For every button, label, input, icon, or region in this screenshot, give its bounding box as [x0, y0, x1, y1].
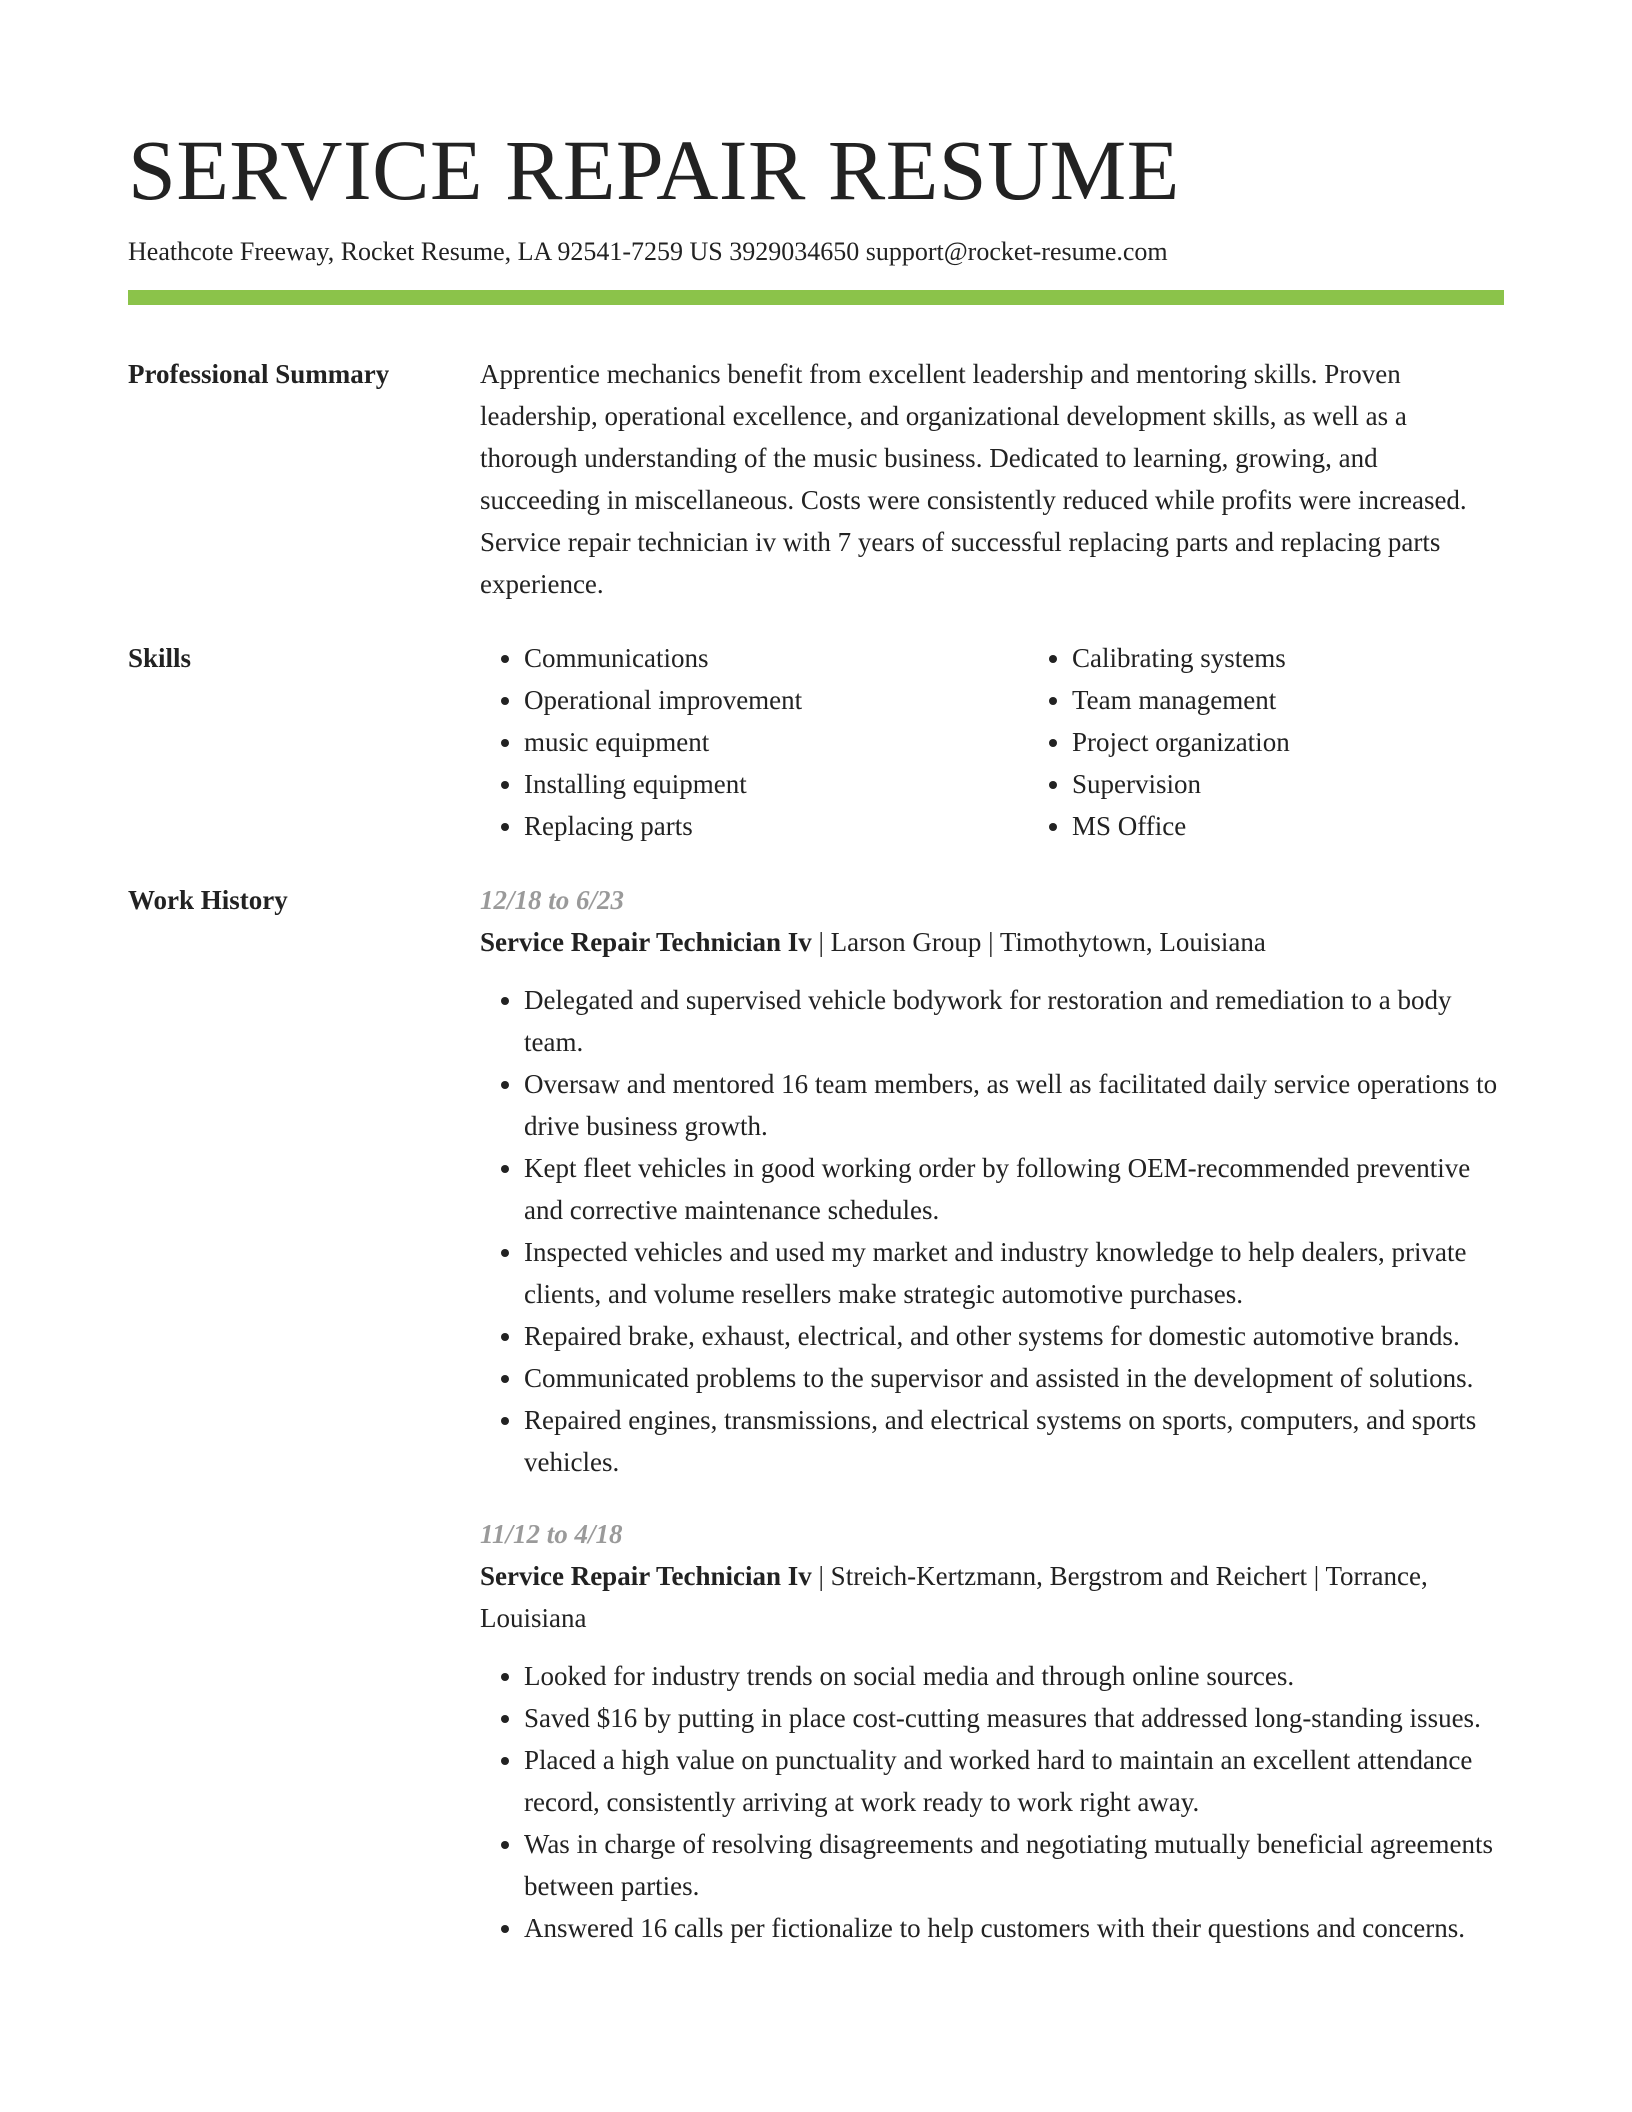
job-bullet: • Repaired engines, transmissions, and electrical systems on sports, computers, and sports vehicles. [524, 1399, 1504, 1483]
job-bullet: • Placed a high value on punctuality and worked hard to maintain an excellent attendance record, consistently arriving at work ready to work right away. [524, 1739, 1504, 1823]
skill-item: • music equipment [524, 721, 1028, 763]
summary-text: Apprentice mechanics benefit from excellent leadership and mentoring skills. Proven leadership, operational excellence, and organizational development skills, as well as a thorough understanding of the music business. Dedicated to learning, growing, and succeeding in miscellaneous. Costs were consistently reduced while profits were increased. Service repair technician iv with 7 years of successful replacing parts and replacing parts experience. [480, 359, 1467, 599]
skills-column-right [1028, 637, 1576, 847]
skill-item: • Operational improvement [524, 679, 1028, 721]
skill-item: • Supervision [1072, 763, 1576, 805]
job-separator: | [981, 927, 1000, 957]
job-bullet: • Oversaw and mentored 16 team members, as well as facilitated daily service operations to drive business growth. [524, 1063, 1504, 1147]
job-separator: | [811, 1561, 831, 1591]
skill-item: • Installing equipment [524, 763, 1028, 805]
skill-item: • Communications [524, 637, 1028, 679]
job-bullet: • Inspected vehicles and used my market and industry knowledge to help dealers, private clients, and volume resellers make strategic automotive purchases. [524, 1231, 1504, 1315]
job-title: Service Repair Technician Iv [480, 1561, 812, 1591]
skill-item: • Project organization [1072, 721, 1576, 763]
job-bullet: • Saved $16 by putting in place cost-cutting measures that addressed long-standing issues. [524, 1697, 1504, 1739]
job-bullet: • Was in charge of resolving disagreements and negotiating mutually beneficial agreements between parties. [524, 1823, 1504, 1907]
job-bullet: • Looked for industry trends on social media and through online sources. [524, 1655, 1504, 1697]
skills-section [128, 637, 1504, 847]
job-bullet: • Answered 16 calls per fictionalize to help customers with their questions and concerns. [524, 1907, 1504, 1949]
job-bullet: • Kept fleet vehicles in good working order by following OEM-recommended preventive and corrective maintenance schedules. [524, 1147, 1504, 1231]
job-dates: 12/18 to 6/23 [480, 885, 625, 915]
skill-item: • MS Office [1072, 805, 1576, 847]
contact-info: Heathcote Freeway, Rocket Resume, LA 92541-7259 US 3929034650 support@rocket-resume.com [128, 237, 1168, 266]
section-label-skills: Skills [128, 643, 192, 673]
skills-column-left [480, 637, 1028, 847]
job-location: Timothytown, Louisiana [999, 927, 1266, 957]
job-bullets [480, 979, 1504, 1483]
job-entry [480, 879, 1504, 1483]
skills-grid [480, 637, 1576, 847]
skill-item: • Replacing parts [524, 805, 1028, 847]
job-company: Larson Group [830, 927, 982, 957]
skill-item: • Calibrating systems [1072, 637, 1576, 679]
job-header [480, 921, 1504, 963]
job-entry [480, 1513, 1504, 1949]
work-history-body [480, 879, 1504, 1949]
job-header [480, 1555, 1504, 1639]
skill-item: • Team management [1072, 679, 1576, 721]
resume-title: SERVICE REPAIR RESUME [128, 122, 1180, 218]
resume-page [128, 118, 1504, 1949]
job-bullet: • Communicated problems to the supervisor and assisted in the development of solutions. [524, 1357, 1504, 1399]
accent-divider [128, 290, 1504, 305]
work-history-section [128, 879, 1504, 1949]
job-separator: | [811, 927, 831, 957]
job-bullet: • Delegated and supervised vehicle bodywork for restoration and remediation to a body team. [524, 979, 1504, 1063]
job-bullet: • Repaired brake, exhaust, electrical, and other systems for domestic automotive brands. [524, 1315, 1504, 1357]
job-separator: | [1307, 1561, 1326, 1591]
section-label-summary: Professional Summary [128, 359, 390, 389]
job-dates: 11/12 to 4/18 [480, 1519, 623, 1549]
professional-summary-section [128, 353, 1504, 605]
job-location: Torrance, Louisiana [480, 1561, 1428, 1633]
job-company: Streich-Kertzmann, Bergstrom and Reichert [830, 1561, 1308, 1591]
job-title: Service Repair Technician Iv [480, 927, 812, 957]
section-label-work: Work History [128, 885, 288, 915]
job-bullets [480, 1655, 1504, 1949]
